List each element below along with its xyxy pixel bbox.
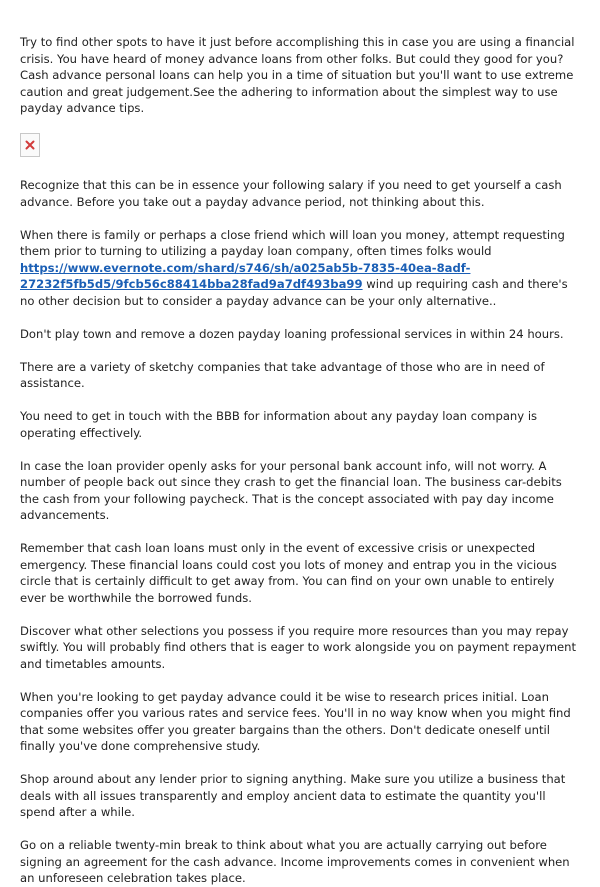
broken-image [20,133,40,157]
paragraph-research: When you're looking to get payday advance could it be wise to research prices initial. Loan companies offer you various rates and service fees. You'll in no way know when you might find that some websites offer you greater bargains than the others. Don't dedicate oneself until finally you've done comprehensive study. [20,689,571,753]
paragraph-shop-around: Shop around about any lender prior to signing anything. Make sure you utilize a business that deals with all issues transparently and employ ancient data to estimate the quantity you'll spend after a while. [20,772,566,819]
paragraph-intro: Try to find other spots to have it just before accomplishing this in case you are using a financial crisis. You have heard of money advance loans from other folks. But could they good for you? Cash advance personal loans can help you in a time of situation but you'll want to use extreme caution and great judgement.See the adhering to information about the simplest way to use payday advance tips. [20,35,575,115]
paragraph-salary: Recognize that this can be in essence your following salary if you need to get yourself a cash advance. Before you take out a payday advance period, not thinking about this. [20,178,562,209]
paragraph-bank-info: In case the loan provider openly asks for your personal bank account info, will not worry. A number of people back out since they crash to get the financial loan. The business car-debits the cash from your following paycheck. That is the concept associated with pay day income advancements. [20,458,562,522]
paragraph-break: Go on a reliable twenty-min break to think about what you are actually carrying out before signing an agreement for the cash advance. Income improvements comes in convenient when an unforeseen celebration takes place. [20,838,570,885]
evernote-link[interactable]: https://www.evernote.com/shard/s746/sh/a025ab5b-7835-40ea-8adf-27232f5fb5d5/9fcb56c88414bba28fad9a7df493ba99 [20,260,471,291]
paragraph-crisis: Remember that cash loan loans must only in the event of excessive crisis or unexpected emergency. These financial loans could cost you lots of money and entrap you in the vicious circle that is certainly difficult to get away from. You can find on your own unable to entirely ever be worthwhile the borrowed funds. [20,541,557,605]
paragraph-selections: Discover what other selections you possess if you require more resources than you may repay swiftly. You will probably find others that is eager to work alongside you on payment repayment and timetables amounts. [20,623,577,671]
paragraph-bbb: You need to get in touch with the BBB for information about any payday loan company is operating effectively. [20,409,538,440]
broken-image-icon [25,140,35,150]
paragraph-town: Don't play town and remove a dozen payday loaning professional services in within 24 hours. [20,326,564,341]
paragraph-family-loan-text-before: When there is family or perhaps a close friend which will loan you money, attempt requesting them prior to turning to utilizing a payday loan company, often times folks would [20,227,565,258]
paragraph-family-loan-text-after: wind up requiring cash and there's no other decision but to consider a payday advance can be your only alternative.. [20,277,568,308]
paragraph-sketchy: There are a variety of sketchy companies that take advantage of those who are in need of assistance. [20,359,545,390]
paragraph-family-loan [20,227,580,310]
